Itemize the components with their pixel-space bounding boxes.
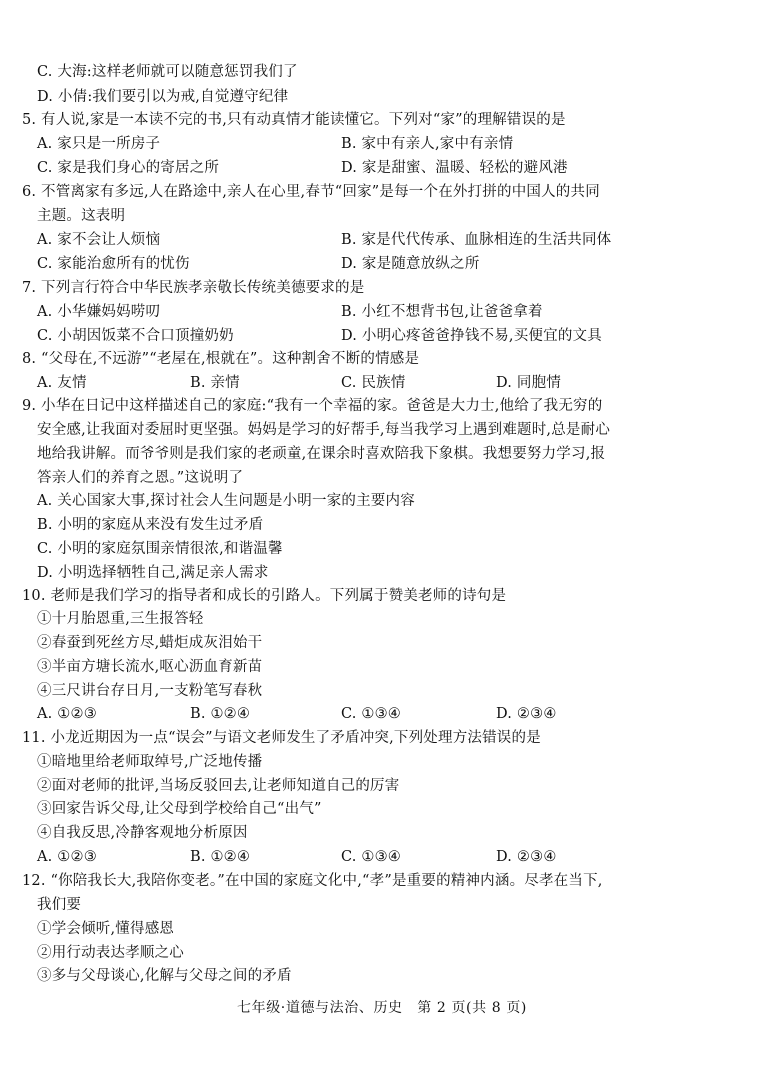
q11-item-3: ③回家告诉父母,让父母到学校给自己“出气”	[37, 801, 322, 817]
question-9-line-3: 地给我讲解。而爷爷则是我们家的老顽童,在课余时喜欢陪我下象棋。我想要努力学习,报	[37, 446, 606, 462]
q10-item-3: ③半亩方塘长流水,呕心沥血育新苗	[37, 659, 263, 675]
q7-option-b: B. 小红不想背书包,让爸爸拿着	[341, 304, 543, 320]
q11-option-d: D. ②③④	[496, 849, 557, 865]
q4-option-c: C. 大海:这样老师就可以随意惩罚我们了	[37, 64, 298, 80]
q8-option-d: D. 同胞情	[496, 375, 562, 391]
q7-option-c: C. 小胡因饭菜不合口顶撞奶奶	[37, 328, 234, 344]
q11-option-c: C. ①③④	[341, 849, 401, 865]
q5-option-c: C. 家是我们身心的寄居之所	[37, 160, 220, 176]
q11-option-a: A. ①②③	[37, 849, 97, 865]
q12-item-1: ①学会倾听,懂得感恩	[37, 921, 175, 937]
q4-option-d: D. 小倩:我们要引以为戒,自觉遵守纪律	[37, 89, 289, 105]
q9-option-b: B. 小明的家庭从来没有发生过矛盾	[37, 517, 264, 533]
q10-option-b: B. ①②④	[190, 706, 251, 722]
question-7: 7. 下列言行符合中华民族孝亲敬长传统美德要求的是	[22, 280, 365, 296]
question-6-line-1: 6. 不管离家有多远,人在路途中,亲人在心里,春节“回家”是每一个在外打拼的中国人的共同	[22, 184, 600, 200]
page-footer: 七年级·道德与法治、历史 第 2 页(共 8 页)	[237, 1000, 527, 1016]
q9-option-c: C. 小明的家庭氛围亲情很浓,和谐温馨	[37, 541, 283, 557]
q12-item-2: ②用行动表达孝顺之心	[37, 945, 184, 961]
q7-option-a: A. 小华嫌妈妈唠叨	[37, 304, 161, 320]
q10-item-4: ④三尺讲台存日月,一支粉笔写春秋	[37, 683, 263, 699]
q8-option-b: B. 亲情	[190, 375, 240, 391]
question-6-line-2: 主题。这表明	[37, 208, 126, 224]
q11-item-2: ②面对老师的批评,当场反驳回去,让老师知道自己的厉害	[37, 778, 400, 794]
question-9-line-1: 9. 小华在日记中这样描述自己的家庭:“我有一个幸福的家。爸爸是大力士,他给了我无穷的	[22, 398, 603, 414]
question-10: 10. 老师是我们学习的指导者和成长的引路人。下列属于赞美老师的诗句是	[22, 588, 507, 604]
q5-option-a: A. 家只是一所房子	[37, 136, 161, 152]
q5-option-b: B. 家中有亲人,家中有亲情	[341, 136, 514, 152]
q10-item-2: ②春蚕到死丝方尽,蜡炬成灰泪始干	[37, 635, 263, 651]
question-12-line-1: 12. “你陪我长大,我陪你变老。”在中国的家庭文化中,“孝”是重要的精神内涵。尽孝在当下,	[22, 873, 603, 889]
q8-option-a: A. 友情	[37, 375, 87, 391]
question-9-line-2: 安全感,让我面对委屈时更坚强。妈妈是学习的好帮手,每当我学习上遇到难题时,总是耐心	[37, 422, 611, 438]
question-12-line-2: 我们要	[37, 897, 82, 913]
question-8: 8. “父母在,不远游”“老屋在,根就在”。这种割舍不断的情感是	[22, 351, 420, 367]
q10-option-c: C. ①③④	[341, 706, 401, 722]
q6-option-d: D. 家是随意放纵之所	[341, 256, 480, 272]
q10-item-1: ①十月胎恩重,三生报答轻	[37, 611, 204, 627]
q10-option-d: D. ②③④	[496, 706, 557, 722]
q9-option-d: D. 小明选择牺牲自己,满足亲人需求	[37, 565, 269, 581]
q5-option-d: D. 家是甜蜜、温暖、轻松的避风港	[341, 160, 568, 176]
q7-option-d: D. 小明心疼爸爸挣钱不易,买便宜的文具	[341, 328, 602, 344]
q6-option-c: C. 家能治愈所有的忧伤	[37, 256, 190, 272]
q12-item-3: ③多与父母谈心,化解与父母之间的矛盾	[37, 968, 292, 984]
q11-item-4: ④自我反思,冷静客观地分析原因	[37, 825, 248, 841]
q11-item-1: ①暗地里给老师取绰号,广泛地传播	[37, 754, 263, 770]
question-11: 11. 小龙近期因为一点“误会”与语文老师发生了矛盾冲突,下列处理方法错误的是	[22, 730, 541, 746]
q6-option-a: A. 家不会让人烦恼	[37, 232, 161, 248]
q8-option-c: C. 民族情	[341, 375, 406, 391]
q10-option-a: A. ①②③	[37, 706, 97, 722]
question-9-line-4: 答亲人们的养育之恩。”这说明了	[37, 470, 244, 486]
q11-option-b: B. ①②④	[190, 849, 251, 865]
q6-option-b: B. 家是代代传承、血脉相连的生活共同体	[341, 232, 612, 248]
question-5: 5. 有人说,家是一本读不完的书,只有动真情才能读懂它。下列对“家”的理解错误的是	[22, 112, 566, 128]
q9-option-a: A. 关心国家大事,探讨社会人生问题是小明一家的主要内容	[37, 493, 415, 509]
